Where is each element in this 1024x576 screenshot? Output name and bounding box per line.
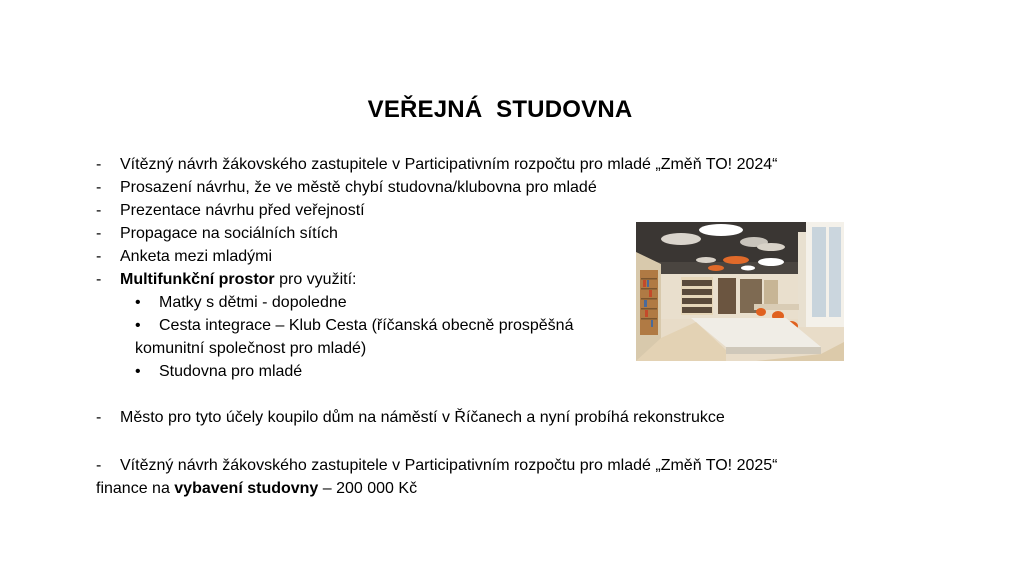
final-line — [96, 454, 778, 477]
dash-marker: - — [96, 271, 102, 288]
list-item-text: Propagace na sociálních sítích — [120, 225, 338, 242]
list-item — [96, 245, 272, 268]
sub-item-text: Cesta integrace – Klub Cesta (říčanská obecně prospěšná — [159, 317, 574, 334]
list-item-multifunction — [96, 268, 356, 291]
final-line-text: Vítězný návrh žákovského zastupitele v Participativním rozpočtu pro mladé „Změň TO! 2025“ — [120, 457, 778, 474]
dash-marker: - — [96, 179, 102, 196]
bullet-marker: • — [135, 317, 141, 334]
list-item-text: Vítězný návrh žákovského zastupitele v Participativním rozpočtu pro mladé „Změň TO! 2024“ — [120, 156, 778, 173]
city-line — [96, 406, 725, 429]
list-item — [96, 222, 338, 245]
dash-marker: - — [96, 248, 102, 265]
list-item — [96, 199, 365, 222]
sub-item-text: Matky s dětmi - dopoledne — [159, 294, 347, 311]
finance-bold: vybavení studovny — [174, 480, 319, 497]
multifunction-bold: Multifunkční prostor — [120, 271, 275, 288]
finance-post: – 200 000 Kč — [318, 480, 418, 497]
list-item — [96, 176, 597, 199]
dash-marker: - — [96, 409, 102, 426]
list-item-text: Prezentace návrhu před veřejností — [120, 202, 365, 219]
dash-marker: - — [96, 156, 102, 173]
city-line-text: Město pro tyto účely koupilo dům na náměstí v Říčanech a nyní probíhá rekonstrukce — [120, 409, 725, 426]
sub-list-item — [135, 360, 302, 383]
library-photo — [636, 222, 844, 361]
sub-item-text: Studovna pro mladé — [159, 363, 303, 380]
list-item-text: Prosazení návrhu, že ve městě chybí studovna/klubovna pro mladé — [120, 179, 597, 196]
library-interior-image — [636, 222, 844, 361]
sub-list-item — [135, 291, 347, 314]
finance-pre: finance na — [96, 480, 175, 497]
multifunction-rest: pro využití: — [274, 271, 357, 288]
dash-marker: - — [96, 457, 102, 474]
page-title: VEŘEJNÁ STUDOVNA — [367, 96, 633, 123]
list-item — [96, 153, 778, 176]
dash-marker: - — [96, 225, 102, 242]
dash-marker: - — [96, 202, 102, 219]
list-item-text: Anketa mezi mladými — [120, 248, 273, 265]
bullet-marker: • — [135, 363, 141, 380]
bullet-marker: • — [135, 294, 141, 311]
sub-list-item — [135, 314, 573, 337]
sub-list-item-continuation: komunitní společnost pro mladé) — [135, 340, 367, 357]
finance-line — [96, 477, 417, 500]
